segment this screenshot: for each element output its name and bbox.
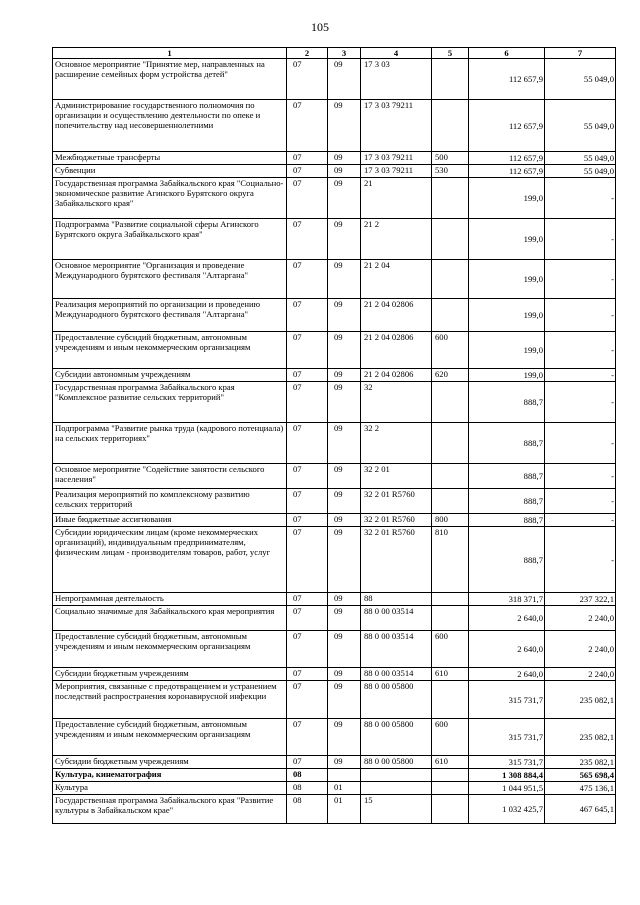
row-subsection-cell: 01 xyxy=(328,795,361,824)
row-name-cell: Субсидии бюджетным учреждениям xyxy=(53,668,287,681)
row-amount-1-cell: 318 371,7 xyxy=(469,593,545,606)
row-subsection-cell: 09 xyxy=(328,464,361,489)
row-amount-2-cell: 467 645,1 xyxy=(545,795,616,824)
row-target-article-cell: 17 3 03 xyxy=(361,59,432,100)
row-amount-2-cell: 565 698,4 xyxy=(545,769,616,782)
row-expense-type-cell xyxy=(432,59,469,100)
row-amount-1-cell: 315 731,7 xyxy=(469,756,545,769)
table-header-row xyxy=(53,48,616,59)
table-row xyxy=(53,593,616,606)
row-amount-1-cell: 888,7 xyxy=(469,489,545,514)
row-expense-type-cell xyxy=(432,593,469,606)
row-expense-type-cell: 530 xyxy=(432,165,469,178)
row-target-article-cell: 88 0 00 03514 xyxy=(361,631,432,668)
row-subsection-cell: 09 xyxy=(328,260,361,299)
row-subsection-cell: 09 xyxy=(328,178,361,219)
row-name-cell: Государственная программа Забайкальского края "Развитие культуры в Забайкальском крае" xyxy=(53,795,287,824)
row-name-cell: Предоставление субсидий бюджетным, автономным учреждениям и иным некоммерческим организациям xyxy=(53,631,287,668)
row-section-cell: 08 xyxy=(287,782,328,795)
row-subsection-cell: 09 xyxy=(328,606,361,631)
row-amount-1-cell: 199,0 xyxy=(469,299,545,332)
row-section-cell: 08 xyxy=(287,769,328,782)
row-section-cell: 07 xyxy=(287,756,328,769)
header-cell-4: 4 xyxy=(361,48,432,59)
row-expense-type-cell xyxy=(432,795,469,824)
row-subsection-cell: 09 xyxy=(328,100,361,152)
row-target-article-cell: 32 2 01 xyxy=(361,464,432,489)
row-expense-type-cell: 610 xyxy=(432,756,469,769)
table-row xyxy=(53,681,616,719)
row-name-cell: Субсидии автономным учреждениям xyxy=(53,369,287,382)
table-row xyxy=(53,606,616,631)
row-subsection-cell: 01 xyxy=(328,782,361,795)
row-section-cell: 07 xyxy=(287,681,328,719)
row-target-article-cell: 32 2 01 R5760 xyxy=(361,489,432,514)
row-amount-2-cell: 2 240,0 xyxy=(545,668,616,681)
row-subsection-cell: 09 xyxy=(328,152,361,165)
row-target-article-cell: 17 3 03 79211 xyxy=(361,165,432,178)
row-section-cell: 07 xyxy=(287,593,328,606)
row-subsection-cell: 09 xyxy=(328,681,361,719)
table-row xyxy=(53,464,616,489)
row-amount-1-cell: 888,7 xyxy=(469,514,545,527)
row-target-article-cell: 32 2 xyxy=(361,423,432,464)
row-expense-type-cell xyxy=(432,464,469,489)
row-expense-type-cell: 610 xyxy=(432,668,469,681)
row-name-cell: Подпрограмма "Развитие рынка труда (кадрового потенциала) на сельских территориях" xyxy=(53,423,287,464)
row-expense-type-cell: 620 xyxy=(432,369,469,382)
budget-table xyxy=(52,47,616,824)
table-row xyxy=(53,100,616,152)
row-section-cell: 07 xyxy=(287,152,328,165)
row-section-cell: 07 xyxy=(287,59,328,100)
row-subsection-cell: 09 xyxy=(328,668,361,681)
row-target-article-cell: 32 2 01 R5760 xyxy=(361,514,432,527)
row-name-cell: Иные бюджетные ассигнования xyxy=(53,514,287,527)
row-name-cell: Мероприятия, связанные с предотвращением и устранением последствий распространения коронавирусной инфекции xyxy=(53,681,287,719)
row-section-cell: 07 xyxy=(287,299,328,332)
row-amount-1-cell: 315 731,7 xyxy=(469,719,545,756)
row-expense-type-cell xyxy=(432,178,469,219)
row-amount-1-cell: 888,7 xyxy=(469,423,545,464)
table-row xyxy=(53,299,616,332)
row-subsection-cell: 09 xyxy=(328,527,361,593)
header-cell-2: 2 xyxy=(287,48,328,59)
row-section-cell: 07 xyxy=(287,606,328,631)
row-section-cell: 07 xyxy=(287,514,328,527)
header-cell-1: 1 xyxy=(53,48,287,59)
row-subsection-cell: 09 xyxy=(328,59,361,100)
row-amount-2-cell: - xyxy=(545,489,616,514)
header-cell-7: 7 xyxy=(545,48,616,59)
row-target-article-cell: 88 0 00 05800 xyxy=(361,756,432,769)
row-amount-1-cell: 315 731,7 xyxy=(469,681,545,719)
row-subsection-cell: 09 xyxy=(328,423,361,464)
row-section-cell: 07 xyxy=(287,260,328,299)
table-row xyxy=(53,719,616,756)
row-name-cell: Межбюджетные трансферты xyxy=(53,152,287,165)
row-amount-2-cell: 55 049,0 xyxy=(545,165,616,178)
row-name-cell: Реализация мероприятий по организации и проведению Международного бурятского фестиваля "Алтаргана" xyxy=(53,299,287,332)
row-subsection-cell: 09 xyxy=(328,299,361,332)
table-row xyxy=(53,769,616,782)
table-row xyxy=(53,59,616,100)
row-name-cell: Субсидии бюджетным учреждениям xyxy=(53,756,287,769)
row-section-cell: 07 xyxy=(287,464,328,489)
row-name-cell: Основное мероприятие "Содействие занятости сельского населения" xyxy=(53,464,287,489)
row-name-cell: Администрирование государственного полномочия по организации и осуществлению деятельности по опеке и попечительству над несовершеннолетними xyxy=(53,100,287,152)
table-row xyxy=(53,756,616,769)
row-amount-2-cell: 55 049,0 xyxy=(545,100,616,152)
row-target-article-cell xyxy=(361,769,432,782)
row-subsection-cell: 09 xyxy=(328,756,361,769)
row-amount-2-cell: - xyxy=(545,299,616,332)
row-amount-1-cell: 112 657,9 xyxy=(469,100,545,152)
row-target-article-cell: 88 xyxy=(361,593,432,606)
row-expense-type-cell xyxy=(432,260,469,299)
row-target-article-cell: 32 xyxy=(361,382,432,423)
row-target-article-cell: 15 xyxy=(361,795,432,824)
row-amount-1-cell: 888,7 xyxy=(469,464,545,489)
table-row xyxy=(53,514,616,527)
row-name-cell: Субсидии юридическим лицам (кроме некоммерческих организаций), индивидуальным предпринимателям, физическим лицам - производителям товаров, работ, услуг xyxy=(53,527,287,593)
row-name-cell: Подпрограмма "Развитие социальной сферы Агинского Бурятского округа Забайкальского края" xyxy=(53,219,287,260)
row-name-cell: Государственная программа Забайкальского края "Комплексное развитие сельских территорий" xyxy=(53,382,287,423)
row-name-cell: Основное мероприятие "Принятие мер, направленных на расширение семейных форм устройства детей" xyxy=(53,59,287,100)
row-amount-1-cell: 199,0 xyxy=(469,332,545,369)
table-row xyxy=(53,152,616,165)
row-amount-1-cell: 199,0 xyxy=(469,369,545,382)
row-expense-type-cell: 500 xyxy=(432,152,469,165)
row-amount-1-cell: 2 640,0 xyxy=(469,668,545,681)
row-section-cell: 07 xyxy=(287,100,328,152)
row-name-cell: Культура, кинематография xyxy=(53,769,287,782)
table-row xyxy=(53,782,616,795)
row-amount-1-cell: 199,0 xyxy=(469,178,545,219)
row-amount-2-cell: 2 240,0 xyxy=(545,606,616,631)
row-amount-2-cell: - xyxy=(545,382,616,423)
table-row xyxy=(53,332,616,369)
row-target-article-cell: 21 2 xyxy=(361,219,432,260)
row-section-cell: 07 xyxy=(287,719,328,756)
row-expense-type-cell xyxy=(432,489,469,514)
table-row xyxy=(53,527,616,593)
row-subsection-cell: 09 xyxy=(328,514,361,527)
row-name-cell: Основное мероприятие "Организация и проведение Международного бурятского фестиваля "Алтаргана" xyxy=(53,260,287,299)
row-subsection-cell: 09 xyxy=(328,219,361,260)
row-subsection-cell: 09 xyxy=(328,593,361,606)
table-row xyxy=(53,165,616,178)
row-section-cell: 07 xyxy=(287,527,328,593)
row-subsection-cell: 09 xyxy=(328,719,361,756)
row-expense-type-cell xyxy=(432,681,469,719)
row-subsection-cell xyxy=(328,769,361,782)
row-amount-2-cell: 55 049,0 xyxy=(545,152,616,165)
row-expense-type-cell: 810 xyxy=(432,527,469,593)
row-amount-1-cell: 1 032 425,7 xyxy=(469,795,545,824)
row-expense-type-cell xyxy=(432,382,469,423)
table-row xyxy=(53,631,616,668)
page-number: 105 xyxy=(311,20,329,34)
row-amount-2-cell: 55 049,0 xyxy=(545,59,616,100)
row-amount-2-cell: - xyxy=(545,178,616,219)
row-section-cell: 07 xyxy=(287,178,328,219)
row-amount-1-cell: 112 657,9 xyxy=(469,152,545,165)
row-section-cell: 07 xyxy=(287,631,328,668)
row-amount-2-cell: - xyxy=(545,464,616,489)
row-target-article-cell: 88 0 00 05800 xyxy=(361,681,432,719)
row-amount-1-cell: 112 657,9 xyxy=(469,59,545,100)
row-expense-type-cell: 600 xyxy=(432,332,469,369)
header-cell-5: 5 xyxy=(432,48,469,59)
table-row xyxy=(53,382,616,423)
row-section-cell: 07 xyxy=(287,369,328,382)
row-name-cell: Предоставление субсидий бюджетным, автономным учреждениям и иным некоммерческим организациям xyxy=(53,719,287,756)
table-row xyxy=(53,795,616,824)
row-amount-2-cell: 2 240,0 xyxy=(545,631,616,668)
row-section-cell: 07 xyxy=(287,423,328,464)
row-amount-2-cell: 475 136,1 xyxy=(545,782,616,795)
row-subsection-cell: 09 xyxy=(328,332,361,369)
row-section-cell: 07 xyxy=(287,332,328,369)
row-target-article-cell: 21 2 04 xyxy=(361,260,432,299)
row-subsection-cell: 09 xyxy=(328,165,361,178)
table-row xyxy=(53,369,616,382)
table-row xyxy=(53,423,616,464)
table-row xyxy=(53,260,616,299)
row-section-cell: 07 xyxy=(287,489,328,514)
row-section-cell: 07 xyxy=(287,165,328,178)
row-target-article-cell: 21 2 04 02806 xyxy=(361,332,432,369)
row-amount-2-cell: 235 082,1 xyxy=(545,756,616,769)
header-cell-6: 6 xyxy=(469,48,545,59)
row-amount-2-cell: - xyxy=(545,527,616,593)
row-expense-type-cell xyxy=(432,606,469,631)
row-expense-type-cell: 800 xyxy=(432,514,469,527)
row-expense-type-cell: 600 xyxy=(432,719,469,756)
row-amount-1-cell: 112 657,9 xyxy=(469,165,545,178)
row-target-article-cell: 88 0 00 05800 xyxy=(361,719,432,756)
row-amount-2-cell: 237 322,1 xyxy=(545,593,616,606)
row-amount-2-cell: - xyxy=(545,514,616,527)
row-name-cell: Социально значимые для Забайкальского края мероприятия xyxy=(53,606,287,631)
row-amount-1-cell: 888,7 xyxy=(469,382,545,423)
row-amount-2-cell: - xyxy=(545,423,616,464)
row-subsection-cell: 09 xyxy=(328,489,361,514)
row-expense-type-cell xyxy=(432,100,469,152)
row-amount-1-cell: 888,7 xyxy=(469,527,545,593)
row-name-cell: Непрограммная деятельность xyxy=(53,593,287,606)
row-name-cell: Реализация мероприятий по комплексному развитию сельских территорий xyxy=(53,489,287,514)
row-amount-2-cell: - xyxy=(545,332,616,369)
row-section-cell: 07 xyxy=(287,382,328,423)
row-expense-type-cell xyxy=(432,423,469,464)
row-section-cell: 07 xyxy=(287,219,328,260)
row-target-article-cell: 21 xyxy=(361,178,432,219)
row-amount-2-cell: - xyxy=(545,369,616,382)
row-target-article-cell: 21 2 04 02806 xyxy=(361,299,432,332)
row-expense-type-cell: 600 xyxy=(432,631,469,668)
row-target-article-cell: 88 0 00 03514 xyxy=(361,668,432,681)
row-amount-2-cell: - xyxy=(545,260,616,299)
table-row xyxy=(53,178,616,219)
row-subsection-cell: 09 xyxy=(328,369,361,382)
row-section-cell: 07 xyxy=(287,668,328,681)
row-expense-type-cell xyxy=(432,219,469,260)
row-name-cell: Предоставление субсидий бюджетным, автономным учреждениям и иным некоммерческим организациям xyxy=(53,332,287,369)
row-amount-1-cell: 2 640,0 xyxy=(469,606,545,631)
row-amount-1-cell: 199,0 xyxy=(469,260,545,299)
table-row xyxy=(53,668,616,681)
row-section-cell: 08 xyxy=(287,795,328,824)
row-target-article-cell: 17 3 03 79211 xyxy=(361,152,432,165)
row-name-cell: Культура xyxy=(53,782,287,795)
table-row xyxy=(53,489,616,514)
row-expense-type-cell xyxy=(432,769,469,782)
row-target-article-cell: 32 2 01 R5760 xyxy=(361,527,432,593)
row-amount-1-cell: 1 308 884,4 xyxy=(469,769,545,782)
header-cell-3: 3 xyxy=(328,48,361,59)
row-amount-1-cell: 2 640,0 xyxy=(469,631,545,668)
row-amount-2-cell: 235 082,1 xyxy=(545,719,616,756)
row-target-article-cell: 17 3 03 79211 xyxy=(361,100,432,152)
row-amount-2-cell: 235 082,1 xyxy=(545,681,616,719)
row-expense-type-cell xyxy=(432,782,469,795)
row-target-article-cell xyxy=(361,782,432,795)
row-amount-1-cell: 1 044 951,5 xyxy=(469,782,545,795)
row-subsection-cell: 09 xyxy=(328,382,361,423)
row-name-cell: Государственная программа Забайкальского края "Социально-экономическое развитие Агинского Бурятского округа Забайкальского края" xyxy=(53,178,287,219)
row-amount-1-cell: 199,0 xyxy=(469,219,545,260)
row-name-cell: Субвенции xyxy=(53,165,287,178)
table-row xyxy=(53,219,616,260)
row-expense-type-cell xyxy=(432,299,469,332)
row-target-article-cell: 21 2 04 02806 xyxy=(361,369,432,382)
row-target-article-cell: 88 0 00 03514 xyxy=(361,606,432,631)
row-subsection-cell: 09 xyxy=(328,631,361,668)
row-amount-2-cell: - xyxy=(545,219,616,260)
